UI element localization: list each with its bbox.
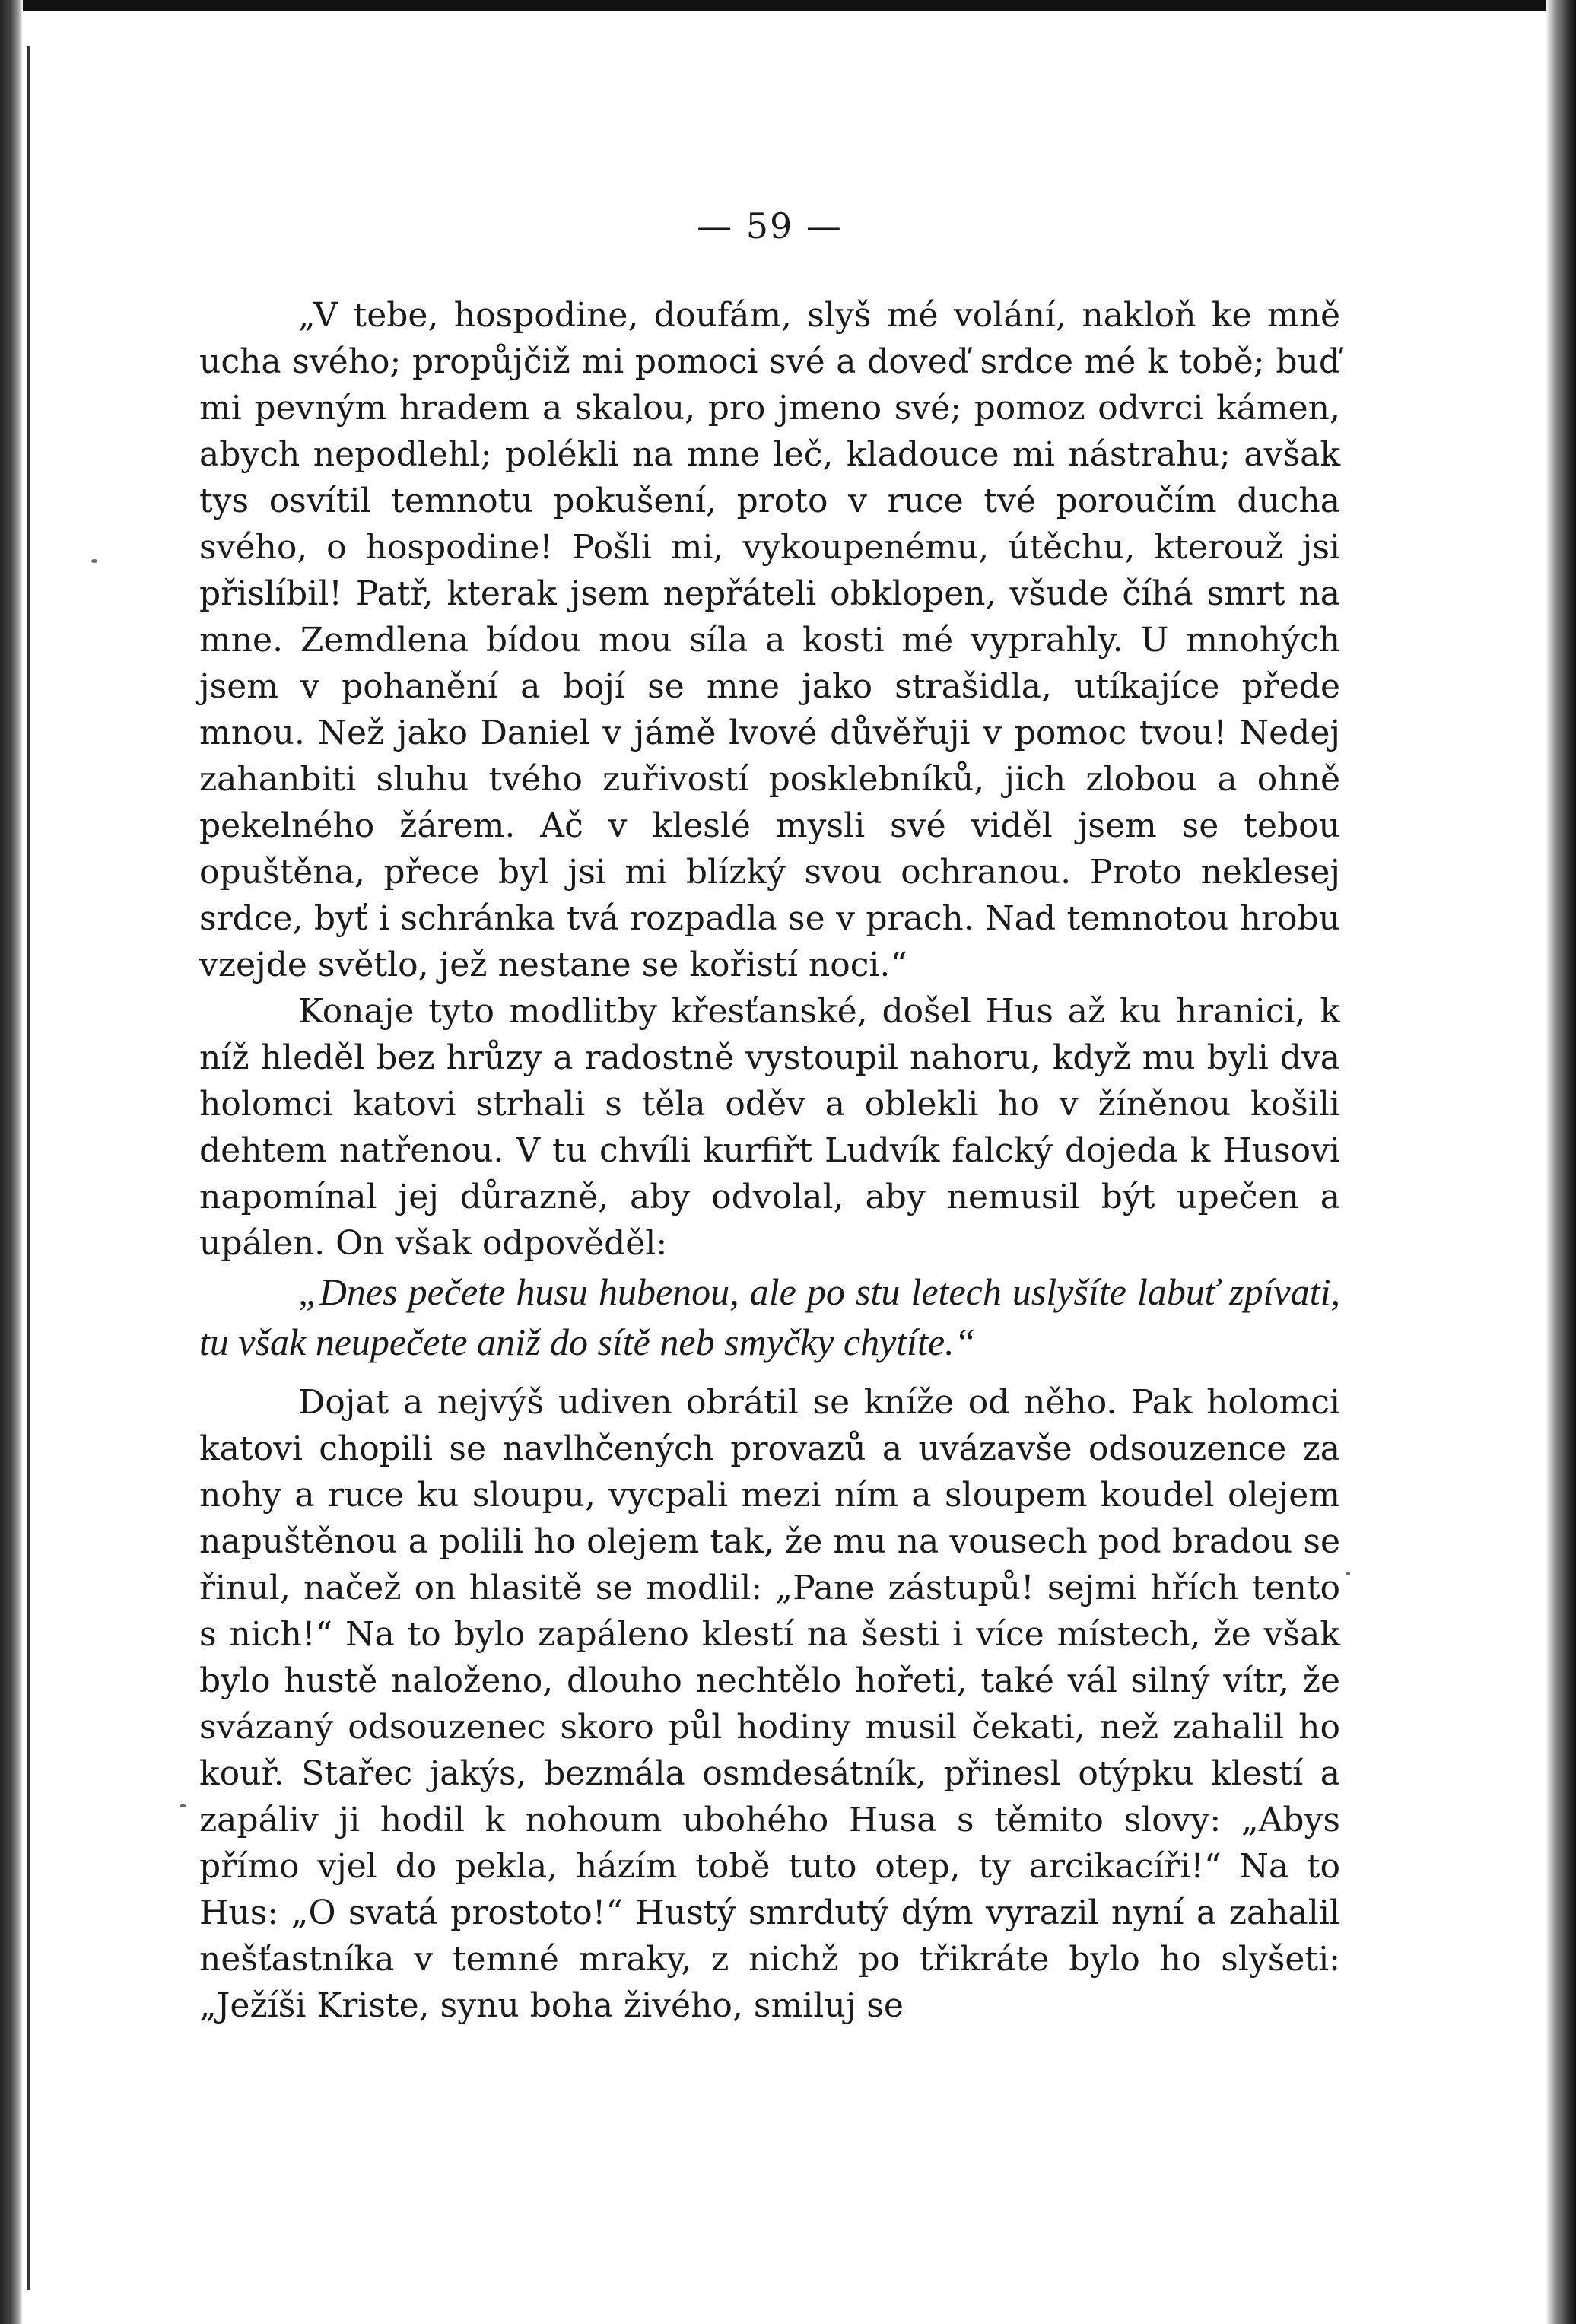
scan-edge-left <box>0 0 23 2324</box>
paragraph-prayer: „V tebe, hospodine, doufám, slyš mé volání, nakloň ke mně ucha svého; propůjčiž mi pomoci své a doveď srdce mé k tobě; buď mi pevným hradem a skalou, pro jmeno své; pomoz odvrci kámen, abych nepodlehl; polékli na mne leč, kladouce mi nástrahu; avšak tys osvítil temnotu pokušení, proto v ruce tvé poroučím ducha svého, o hospodine! Pošli mi, vykoupenému, útěchu, kterouž jsi přislíbil! Patř, kterak jsem nepřáteli obklopen, všude číhá smrt na mne. Zemdlena bídou mou síla a kosti mé vyprahly. U mnohých jsem v pohanění a bojí se mne jako strašidla, utíkajíce přede mnou. Než jako Daniel v jámě lvové důvěřuji v pomoc tvou! Nedej zahanbiti sluhu tvého zuřivostí posklebníků, jich zlobou a ohně pekelného žárem. Ač v kleslé mysli své viděl jsem se tebou opuštěna, přece byl jsi mi blízký svou ochranou. Proto neklesej srdce, byť i schránka tvá rozpadla se v prach. Nad temnotou hrobu vzejde světlo, jež nestane se kořistí noci.“ <box>199 296 1340 984</box>
scan-edge-right <box>1546 0 1576 2324</box>
paragraph-burning: Dojat a nejvýš udiven obrátil se kníže od něho. Pak holomci katovi chopili se navlhčených provazů a uvázavše odsouzence za nohy a ruce ku sloupu, vycpali mezi ním a sloupem koudel olejem napuštěnou a polili ho olejem tak, že mu na vousech pod bradou se řinul, načež on hlasitě se modlil: „Pane zástupů! sejmi hřích tento s nich!“ Na to bylo zapáleno klestí na šesti i více místech, že však bylo hustě naloženo, dlouho nechtělo hořeti, také vál silný vítr, že svázaný odsouzenec skoro půl hodiny musil čekati, než zahalil ho kouř. Stařec jakýs, bezmála osmdesátník, přinesl otýpku klestí a zapáliv ji hodil k nohoum ubohého Husa s těmito slovy: „Abys přímo vjel do pekla, házím tobě tuto otep, ty arcikacíři!“ Na to Hus: „O svatá prostoto!“ Hustý smrdutý dým vyrazil nyní a zahalil nešťastníka v temné mraky, z nichž po třikráte bylo ho slyšeti: „Ježíši Kriste, synu boha živého, smiluj se <box>199 1383 1340 2025</box>
scan-speck <box>180 1804 186 1807</box>
scan-edge-left-line <box>27 46 30 2290</box>
page-number: — 59 — <box>697 205 843 246</box>
book-page <box>199 183 1340 2029</box>
scan-speck <box>1346 1572 1350 1575</box>
scan-speck <box>91 559 97 563</box>
paragraph-stake: Konaje tyto modlitby křesťanské, došel Hus až ku hranici, k níž hleděl bez hrůzy a radostně vystoupil nahoru, když mu byli dva holomci katovi strhali s těla oděv a oblekli ho v žíněnou košili dehtem natřenou. V tu chvíli kurfiřt Ludvík falcký dojeda k Husovi napomínal jej důrazně, aby odvolal, aby nemusil být upečen a upálen. On však odpověděl: <box>199 992 1340 1263</box>
scan-edge-top <box>0 0 1576 11</box>
paragraph-quote: „Dnes pečete husu hubenou, ale po stu letech uslyšíte labuť zpívati, tu však neupečete aniž do sítě neb smyčky chytíte.“ <box>199 1270 1340 1363</box>
